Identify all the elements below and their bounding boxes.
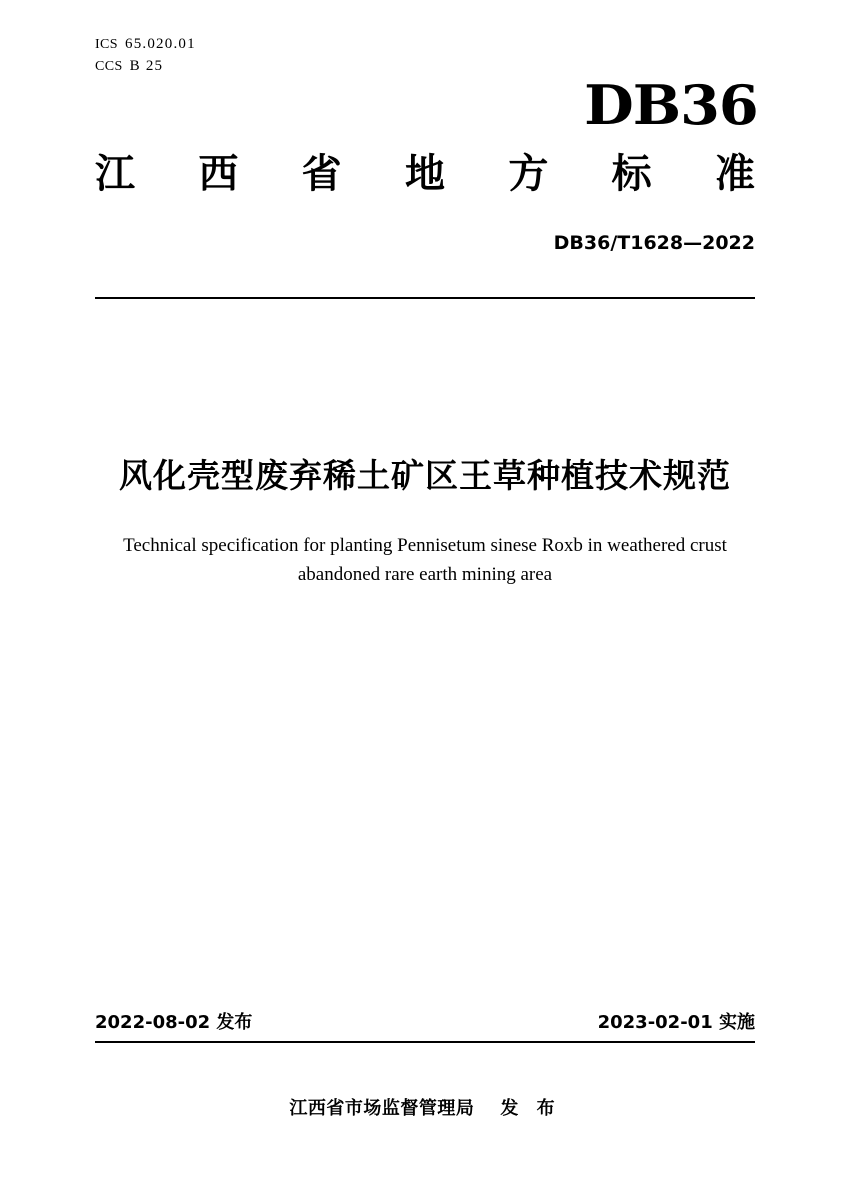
ccs-code-row bbox=[95, 56, 196, 78]
issuer-action: 发 布 bbox=[500, 1098, 561, 1119]
date-row bbox=[95, 1008, 755, 1034]
standard-type-char-5: 标 bbox=[611, 151, 652, 197]
issue-date: 2022-08-02 发布 bbox=[95, 1012, 253, 1033]
standard-number: DB36/T1628—2022 bbox=[553, 232, 755, 254]
standard-type-char-4: 方 bbox=[508, 151, 549, 197]
standard-type-char-0: 江 bbox=[95, 151, 135, 197]
ics-code-row bbox=[95, 34, 196, 56]
db36-logo: DB36 bbox=[584, 73, 758, 137]
divider-bottom bbox=[95, 1041, 755, 1043]
standard-type-char-2: 省 bbox=[301, 151, 342, 197]
effective-date: 2023-02-01 实施 bbox=[597, 1012, 755, 1033]
ccs-value: B 25 bbox=[129, 57, 164, 74]
ics-label: ICS bbox=[95, 37, 118, 52]
standard-type-heading bbox=[95, 152, 755, 196]
issuer-line bbox=[0, 1094, 850, 1120]
document-title-chinese: 风化壳型废弃稀土矿区王草种植技术规范 bbox=[119, 456, 731, 495]
classification-codes bbox=[95, 34, 196, 78]
standard-type-char-1: 西 bbox=[198, 151, 239, 197]
ccs-label: CCS bbox=[95, 58, 123, 74]
ics-value: 65.020.01 bbox=[125, 36, 196, 52]
document-title-english-line1: Technical specification for planting Pennisetum sinese Roxb in weathered crust bbox=[123, 535, 727, 556]
divider-top bbox=[95, 297, 755, 299]
document-title-english bbox=[115, 532, 735, 589]
standard-type-char-6: 准 bbox=[714, 151, 755, 197]
document-title-english-line2: abandoned rare earth mining area bbox=[297, 563, 553, 585]
issuer-name: 江西省市场监督管理局 bbox=[289, 1098, 475, 1119]
standard-type-char-3: 地 bbox=[404, 151, 445, 197]
